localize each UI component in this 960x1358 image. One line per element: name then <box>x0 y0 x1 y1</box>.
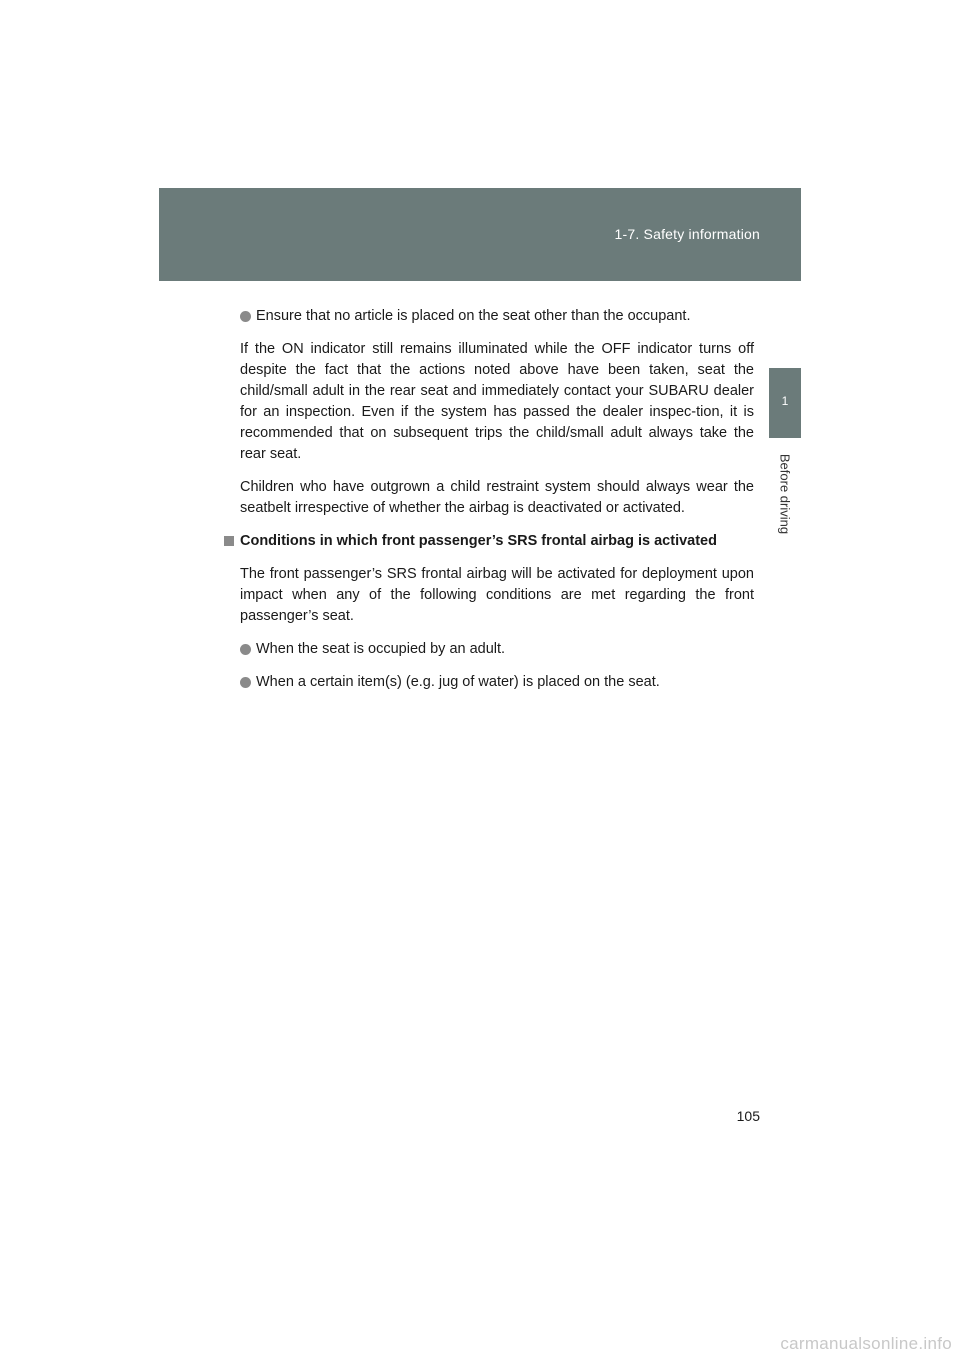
paragraph: The front passenger’s SRS frontal airbag will be activated for deployment upon impact when any of the following conditions are met regarding the front passenger’s seat. <box>240 566 754 624</box>
watermark: carmanualsonline.info <box>780 1334 952 1353</box>
bullet-text: Ensure that no article is placed on the seat other than the occupant. <box>256 308 691 324</box>
subsection-heading <box>224 531 754 552</box>
bullet-item <box>240 672 754 693</box>
page-number: 105 <box>736 1108 760 1124</box>
chapter-label: Before driving <box>777 453 793 535</box>
heading-text: Conditions in which front passenger’s SRS frontal airbag is activated <box>240 533 717 549</box>
bullet-item <box>240 306 754 327</box>
bullet-text: When a certain item(s) (e.g. jug of water) is placed on the seat. <box>256 674 660 690</box>
bullet-dot-icon <box>240 677 251 688</box>
square-bullet-icon <box>224 536 234 546</box>
paragraph: Children who have outgrown a child restraint system should always wear the seatbelt irrespective of whether the airbag is deactivated or activated. <box>240 479 754 516</box>
section-header-band <box>159 188 801 281</box>
bullet-text: When the seat is occupied by an adult. <box>256 641 506 657</box>
bullet-item <box>240 639 754 660</box>
section-title: 1-7. Safety information <box>614 226 760 242</box>
chapter-number: 1 <box>781 394 789 408</box>
page-content <box>224 306 754 705</box>
bullet-dot-icon <box>240 311 251 322</box>
bullet-dot-icon <box>240 644 251 655</box>
paragraph: If the ON indicator still remains illuminated while the OFF indicator turns off despite the fact that the actions noted above have been taken, seat the child/small adult in the rear seat and immediately contact your SUBARU dealer for an inspection. Even if the system has passed the dealer inspec-tion, it is recommended that on subsequent trips the child/small adult always take the rear seat. <box>240 341 754 462</box>
chapter-tab <box>769 368 801 438</box>
